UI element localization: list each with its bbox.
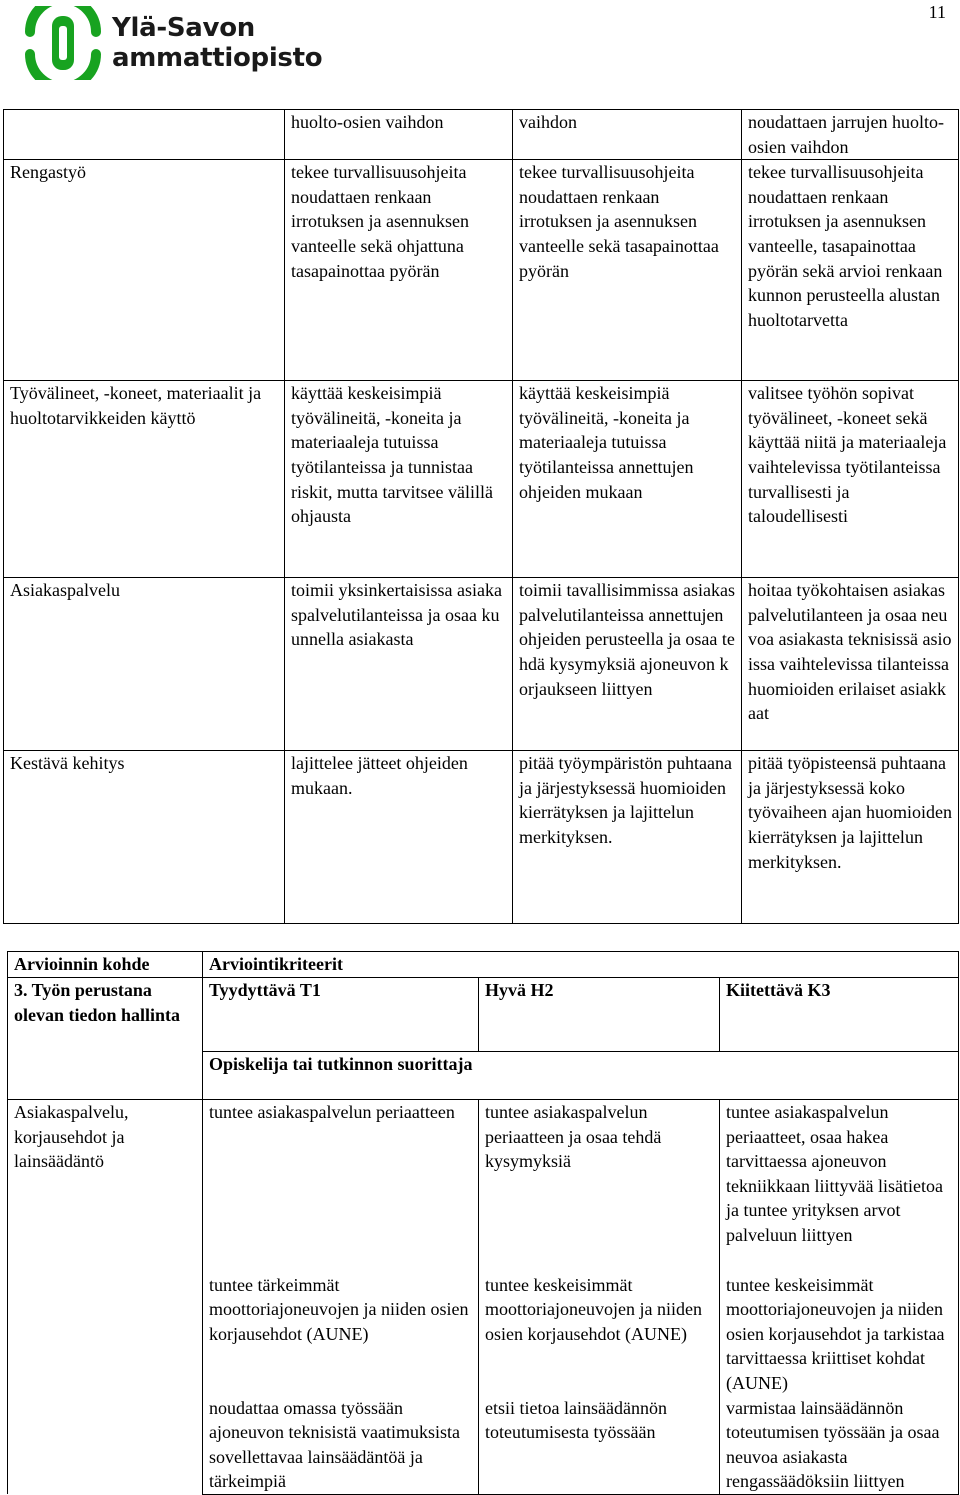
table-row (4, 751, 959, 924)
grade-k3: Kiitettävä K3 (720, 978, 959, 1052)
row-label: Kestävä kehitys (4, 751, 285, 924)
header-cell: noudattaen jarrujen huolto-osien vaihdon (742, 110, 959, 160)
subheader: Opiskelija tai tutkinnon suorittaja (203, 1052, 959, 1100)
cell-k3: varmistaa lainsäädännön toteutumisen työssään ja osaa neuvoa asiakasta rengassäädöksiin liittyen (720, 1396, 959, 1495)
cell-h2: etsii tietoa lainsäädännön toteutumisesta työssään (479, 1396, 720, 1495)
grade-h2: Hyvä H2 (479, 978, 720, 1052)
cell-t1: tuntee tärkeimmät moottoriajoneuvojen ja niiden osien korjausehdot (AUNE) (203, 1273, 479, 1396)
header-cell (4, 110, 285, 160)
logo-line-2: ammattiopisto (112, 43, 323, 73)
table-row (4, 110, 959, 160)
cell-k3: tekee turvallisuusohjeita noudattaen renkaan irrotuksen ja asennuksen vanteelle, tasapainottaa pyörän sekä arvioi renkaan kunnon perusteella alustan huoltotarvetta (742, 160, 959, 381)
cell-k3: hoitaa työkohtaisen asiakaspalvelutilanteen ja osaa neuvoa asiakasta teknisissä asioissa vaihtelevissa tilanteissa huomioiden erilaiset asiakkaat (742, 578, 959, 751)
cell-t1: tuntee asiakaspalvelun periaatteen (203, 1100, 479, 1273)
header-cell: vaihdon (513, 110, 742, 160)
cell-t1: käyttää keskeisimpiä työvälineitä, -koneita ja materiaaleja tutuissa työtilanteissa ja tunnistaa riskit, mutta tarvitsee välillä ohjausta (285, 381, 513, 578)
row-label: Asiakaspalvelu, korjausehdot ja lainsäädäntö (8, 1100, 203, 1495)
row-label: Asiakaspalvelu (4, 578, 285, 751)
criteria-table-upper (3, 109, 959, 924)
section-label: 3. Työn perustana olevan tiedon hallinta (8, 978, 203, 1100)
logo-mark-icon (22, 6, 104, 80)
cell-t1: lajittelee jätteet ohjeiden mukaan. (285, 751, 513, 924)
criteria-table-lower (7, 951, 959, 1495)
table-row (4, 160, 959, 381)
cell-h2: tuntee keskeisimmät moottoriajoneuvojen ja niiden osien korjausehdot (AUNE) (479, 1273, 720, 1396)
page-number: 11 (928, 2, 946, 22)
cell-k3: valitsee työhön sopivat työvälineet, -koneet sekä käyttää niitä ja materiaaleja vaihtelevissa työtilanteissa turvallisesti ja taloudellisesti (742, 381, 959, 578)
grade-t1: Tyydyttävä T1 (203, 978, 479, 1052)
cell-k3: pitää työpisteensä puhtaana ja järjestyksessä koko työvaiheen ajan huomioiden kierrätyksen ja lajittelun merkityksen. (742, 751, 959, 924)
table-row (8, 978, 959, 1052)
header-cell: huolto-osien vaihdon (285, 110, 513, 160)
cell-h2: pitää työympäristön puhtaana ja järjestyksessä huomioiden kierrätyksen ja lajittelun merkityksen. (513, 751, 742, 924)
cell-t1: tekee turvallisuusohjeita noudattaen renkaan irrotuksen ja asennuksen vanteelle sekä ohjattuna tasapainottaa pyörän (285, 160, 513, 381)
table-row (8, 1100, 959, 1273)
table-row (4, 578, 959, 751)
logo (22, 6, 322, 80)
cell-h2: toimii tavallisimmissa asiakaspalvelutilanteissa annettujen ohjeiden perusteella ja osaa tehdä kysymyksiä ajoneuvon korjaukseen liittyen (513, 578, 742, 751)
cell-h2: tekee turvallisuusohjeita noudattaen renkaan irrotuksen ja asennuksen vanteelle sekä tasapainottaa pyörän (513, 160, 742, 381)
row-label: Rengastyö (4, 160, 285, 381)
cell-t1: noudattaa omassa työssään ajoneuvon teknisistä vaatimuksista sovellettavaa lainsäädäntöä ja tärkeimpiä (203, 1396, 479, 1495)
table-row (4, 381, 959, 578)
cell-h2: käyttää keskeisimpiä työvälineitä, -koneita ja materiaaleja tutuissa työtilanteissa annettujen ohjeiden mukaan (513, 381, 742, 578)
table-row (8, 952, 959, 978)
row-label: Työvälineet, -koneet, materiaalit ja huoltotarvikkeiden käyttö (4, 381, 285, 578)
logo-line-1: Ylä-Savon (112, 13, 255, 43)
cell-t1: toimii yksinkertaisissa asiakaspalvelutilanteissa ja osaa kuunnella asiakasta (285, 578, 513, 751)
criteria-heading: Arviointikriteerit (203, 952, 959, 978)
cell-h2: tuntee asiakaspalvelun periaatteen ja osaa tehdä kysymyksiä (479, 1100, 720, 1273)
cell-k3: tuntee asiakaspalvelun periaatteet, osaa hakea tarvittaessa ajoneuvon tekniikkaan liittyvää lisätietoa ja tuntee yrityksen arvot palveluun liittyen (720, 1100, 959, 1273)
assessment-target-heading: Arvioinnin kohde (8, 952, 203, 978)
cell-k3: tuntee keskeisimmät moottoriajoneuvojen ja niiden osien korjausehdot ja tarkistaa tarvittaessa kriittiset kohdat (AUNE) (720, 1273, 959, 1396)
